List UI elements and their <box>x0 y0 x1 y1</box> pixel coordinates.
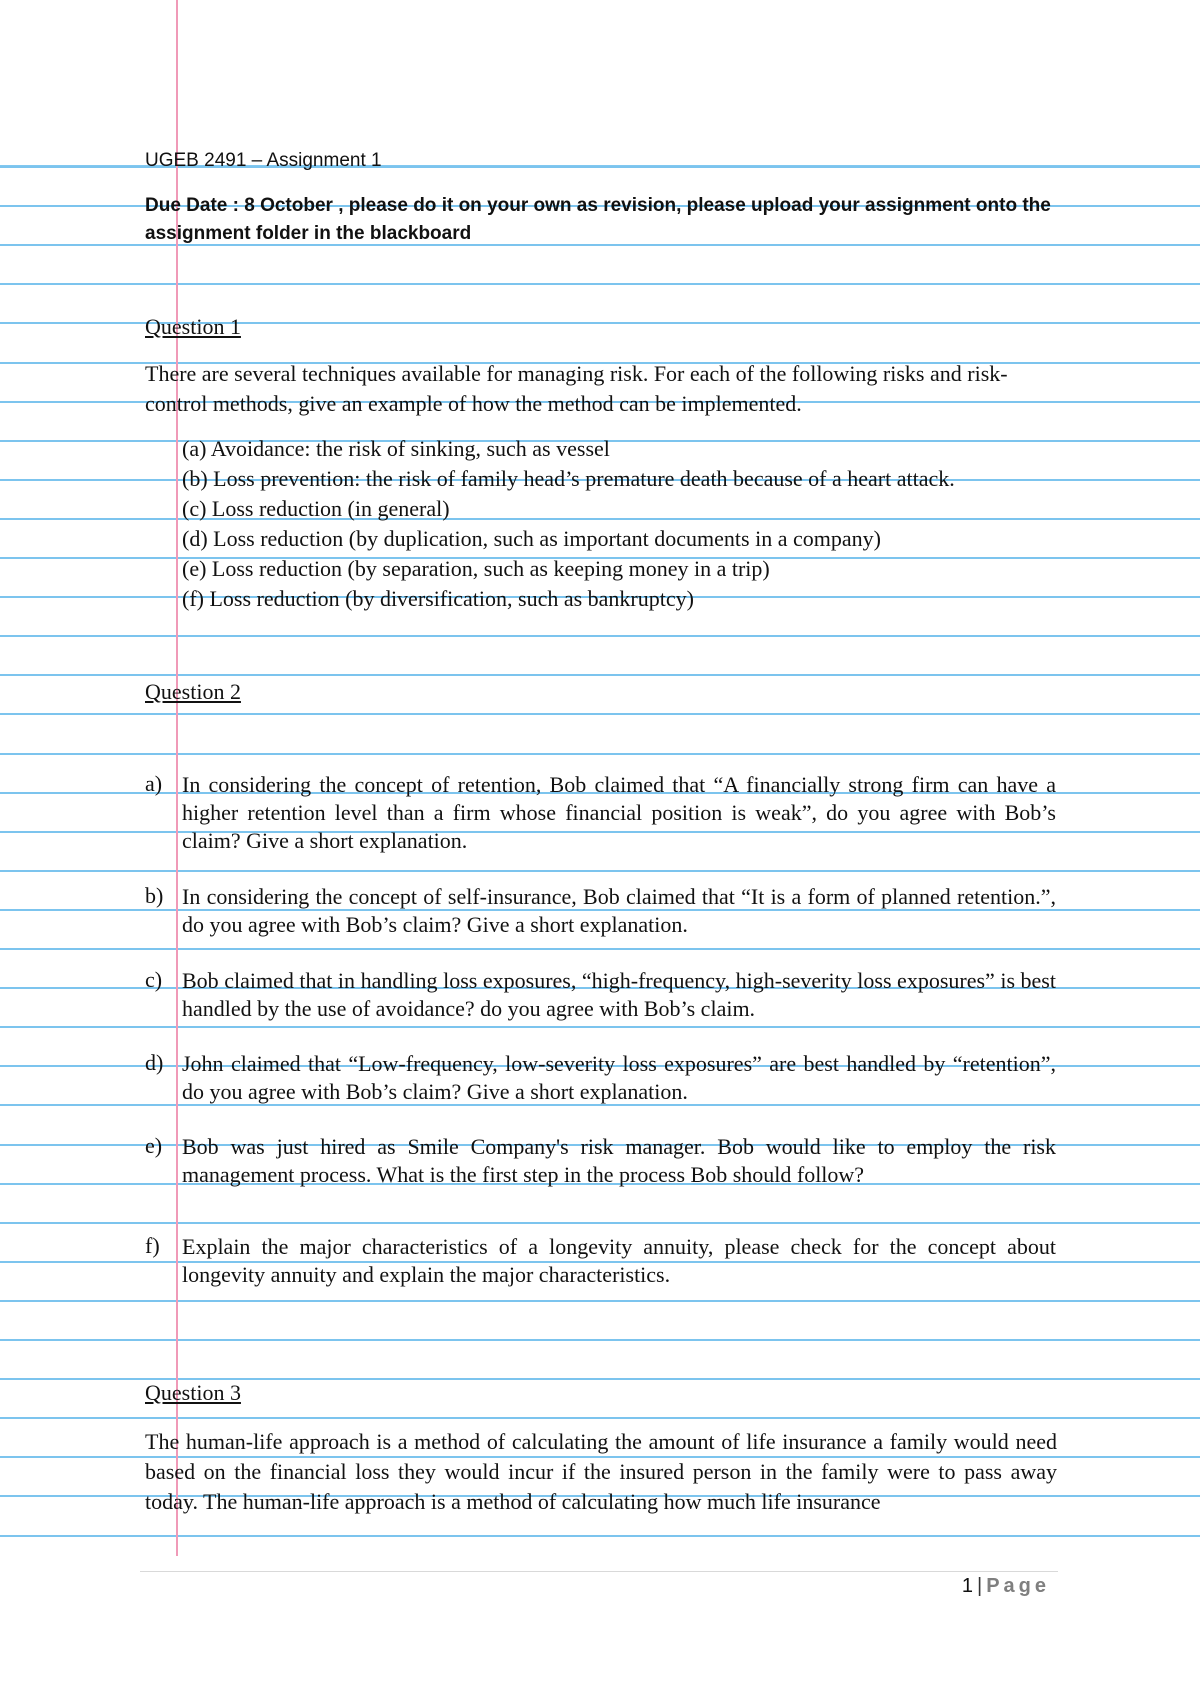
ruled-line <box>0 1026 1200 1028</box>
question-2-label-b: b) <box>145 883 164 908</box>
question-2-title: Question 2 <box>145 679 241 704</box>
question-2-label-e: e) <box>145 1133 163 1158</box>
question-2-label-c: c) <box>145 967 163 992</box>
ruled-line <box>0 1300 1200 1302</box>
question-2-text-d: John claimed that “Low-frequency, low-severity loss exposures” are best handled by “retention”, do you agree with Bob’s claim? Give a short explanation. <box>182 1051 1056 1104</box>
page-label: Page <box>986 1575 1050 1597</box>
ruled-line <box>0 1417 1200 1419</box>
ruled-line <box>0 635 1200 637</box>
question-1-item-b: (b) Loss prevention: the risk of family head’s premature death because of a heart attack. <box>182 466 955 491</box>
ruled-line <box>0 283 1200 285</box>
footer-divider <box>140 1571 1058 1572</box>
question-3-intro: The human-life approach is a method of calculating the amount of life insurance a family would need based on the financial loss they would incur if the insured person in the family were to pass away today. The human-life approach is a method of calculating how much life insurance <box>145 1429 1057 1514</box>
footer-separator: | <box>976 1575 983 1597</box>
question-2-text-e: Bob was just hired as Smile Company's risk manager. Bob would like to employ the risk management process. What is the first step in the process Bob should follow? <box>182 1134 1056 1187</box>
ruled-line <box>0 753 1200 755</box>
assignment-title: UGEB 2491 – Assignment 1 <box>145 150 382 171</box>
question-1-item-e: (e) Loss reduction (by separation, such as keeping money in a trip) <box>182 556 770 581</box>
question-2-label-f: f) <box>145 1233 160 1258</box>
ruled-line <box>0 674 1200 676</box>
question-1-title: Question 1 <box>145 314 241 339</box>
question-1-item-f: (f) Loss reduction (by diversification, such as bankruptcy) <box>182 586 694 611</box>
question-1-item-c: (c) Loss reduction (in general) <box>182 496 450 521</box>
page-number: 1 <box>961 1575 973 1597</box>
question-2-text-f: Explain the major characteristics of a longevity annuity, please check for the concept about longevity annuity and explain the major characteristics. <box>182 1234 1056 1287</box>
question-1-item-d: (d) Loss reduction (by duplication, such as important documents in a company) <box>182 526 881 551</box>
ruled-line <box>0 713 1200 715</box>
ruled-line <box>0 1222 1200 1224</box>
question-1-item-a: (a) Avoidance: the risk of sinking, such as vessel <box>182 436 610 461</box>
question-2-text-a: In considering the concept of retention, Bob claimed that “A financially strong firm can have a higher retention level than a firm whose financial position is weak”, do you agree with Bob’s claim? Give a short explanation. <box>182 772 1056 853</box>
question-2-label-d: d) <box>145 1050 164 1075</box>
ruled-line <box>0 1535 1200 1537</box>
due-date: Due Date : 8 October , please do it on your own as revision, please upload your assignment onto the assignment folder in the blackboard <box>145 195 1051 244</box>
question-2-text-c: Bob claimed that in handling loss exposures, “high-frequency, high-severity loss exposures” is best handled by the use of avoidance? do you agree with Bob’s claim. <box>182 968 1056 1021</box>
question-1-intro: There are several techniques available for managing risk. For each of the following risks and risk-control methods, give an example of how the method can be implemented. <box>145 361 1008 416</box>
question-2-text-b: In considering the concept of self-insurance, Bob claimed that “It is a form of planned retention.”, do you agree with Bob’s claim? Give a short explanation. <box>182 884 1056 937</box>
ruled-line <box>0 948 1200 950</box>
ruled-line <box>0 518 1200 520</box>
question-2-label-a: a) <box>145 771 163 796</box>
question-3-title: Question 3 <box>145 1380 241 1405</box>
ruled-line <box>0 1339 1200 1341</box>
page-footer <box>962 1575 1050 1598</box>
ruled-line <box>0 870 1200 872</box>
